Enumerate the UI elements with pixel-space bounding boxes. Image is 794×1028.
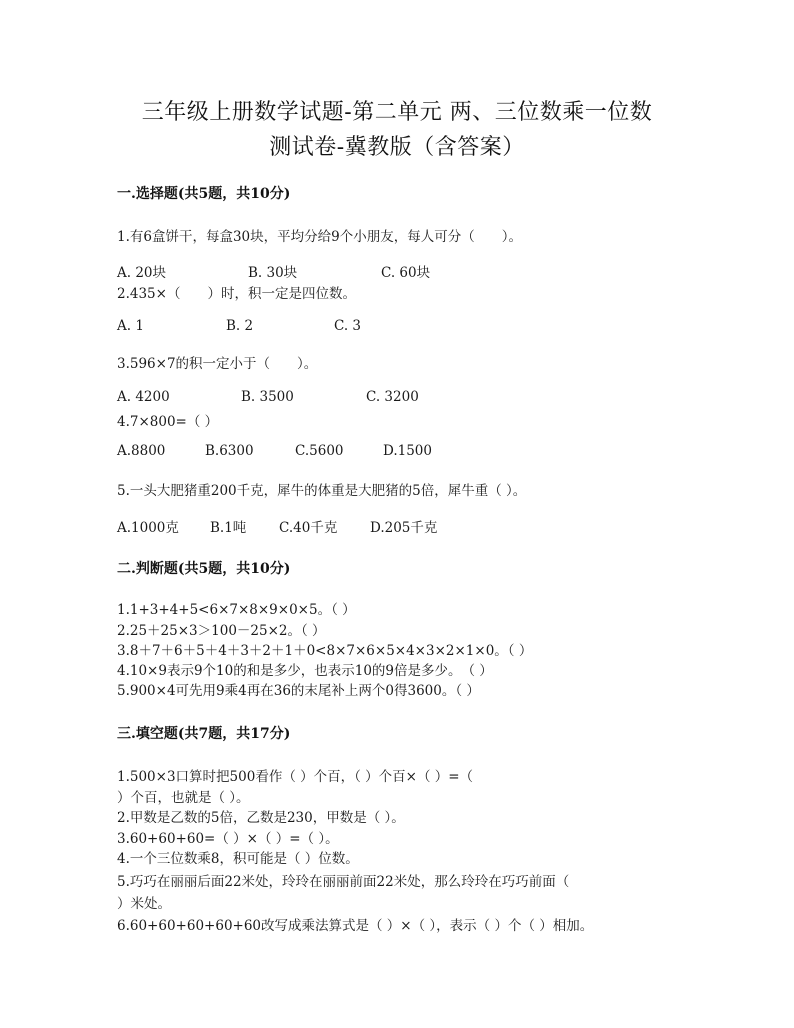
q3-option-b: B. 3500 [241,389,294,405]
section-heading-judgement: 二.判断题(共5题，共10分) [117,561,291,577]
q5-option-a: A.1000克 [117,520,179,536]
judgement-item-5: 5.900×4可先用9乘4再在36的末尾补上两个0得3600。（ ） [117,683,480,699]
judgement-item-2: 2.25＋25×3＞100－25×2。（ ） [117,623,326,639]
document-title-line-2: 测试卷-冀教版（含答案） [269,135,525,160]
q4-option-c: C.5600 [295,443,344,459]
q5-option-c: C.40千克 [279,520,338,536]
fill-line-3: 3.60+60+60=（ ）×（ ）=（ ）。 [117,831,339,847]
q1-option-a: A. 20块 [117,265,167,281]
fill-line-4: 4.一个三位数乘8，积可能是（ ）位数。 [117,851,359,867]
question-3: 3.596×7的积一定小于（ ）。 [117,356,318,372]
q5-option-d: D.205千克 [370,520,438,536]
judgement-item-4: 4.10×9表示9个10的和是多少，也表示10的9倍是多少。 （ ） [117,663,493,679]
section-heading-choice: 一.选择题(共5题，共10分) [117,186,291,202]
fill-line-1: 1.500×3口算时把500看作（ ）个百，（ ）个百×（ ）=（ [117,769,474,785]
fill-line-2: 2.甲数是乙数的5倍，乙数是230，甲数是（ ）。 [117,810,405,826]
judgement-item-1: 1.1+3+4+5<6×7×8×9×0×5。（ ） [117,602,356,618]
q1-option-b: B. 30块 [248,265,298,281]
document-title-line-1: 三年级上册数学试题-第二单元 两、三位数乘一位数 [141,100,653,125]
fill-line-5-cont: ）米处。 [117,896,171,912]
question-5: 5.一头大肥猪重200千克，犀牛的体重是大肥猪的5倍，犀牛重（ ）。 [117,483,527,499]
q4-option-b: B.6300 [205,443,254,459]
fill-line-5: 5.巧巧在丽丽后面22米处，玲玲在丽丽前面22米处，那么玲玲在巧巧前面（ [117,874,570,890]
question-4: 4.7×800=（ ） [117,414,219,430]
q2-option-b: B. 2 [226,318,254,334]
q2-option-a: A. 1 [117,318,144,334]
q1-option-c: C. 60块 [381,265,431,281]
q4-option-a: A.8800 [117,443,166,459]
question-2: 2.435×（ ）时，积一定是四位数。 [117,286,356,302]
question-1: 1.有6盒饼干，每盒30块，平均分给9个小朋友，每人可分（ ）。 [117,229,522,245]
judgement-item-3: 3.8＋7＋6＋5＋4＋3＋2＋1＋0<8×7×6×5×4×3×2×1×0。（ ） [117,643,533,659]
fill-line-6: 6.60+60+60+60+60改写成乘法算式是（ ）×（ ），表示（ ）个（ ）相加。 [117,918,594,934]
q3-option-c: C. 3200 [366,389,419,405]
section-heading-fill-blank: 三.填空题(共7题，共17分) [117,726,291,742]
q5-option-b: B.1吨 [210,520,247,536]
q4-option-d: D.1500 [383,443,432,459]
q3-option-a: A. 4200 [117,389,170,405]
fill-line-1-cont: ）个百，也就是（ ）。 [117,790,250,806]
q2-option-c: C. 3 [334,318,362,334]
